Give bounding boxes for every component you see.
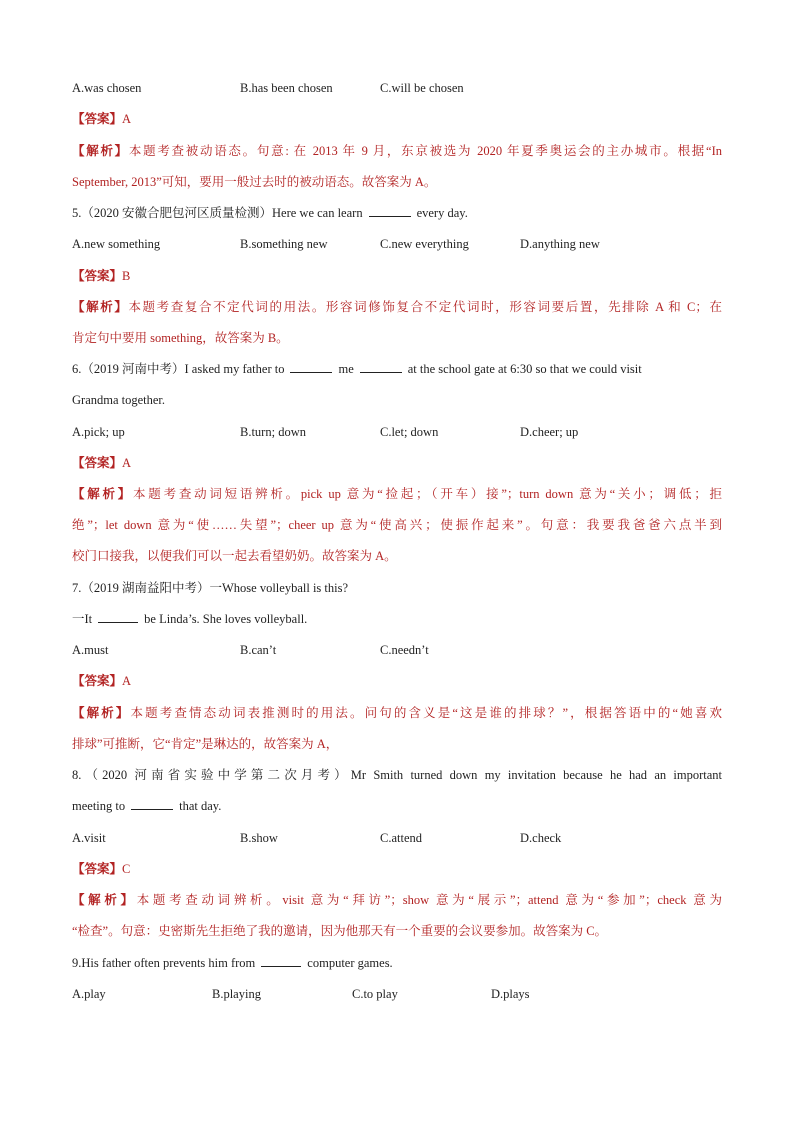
- answer-line: [72, 453, 131, 473]
- answer-value: A: [122, 112, 132, 126]
- question-8: [72, 765, 722, 785]
- question-text: at the school gate at 6:30 so that we could visit: [407, 362, 642, 376]
- answer-value: A: [122, 456, 132, 470]
- option-d: D.anything new: [520, 237, 600, 251]
- analysis-line: [72, 734, 338, 754]
- option-b: B.has been chosen: [240, 81, 333, 95]
- question-text: 6.（2019 河南中考）I asked my father to: [72, 362, 285, 376]
- analysis-text: 本题考查动词辨析。visit 意为“拜访”；show 意为“展示”；attend 意为“参加”；check 意为: [136, 893, 722, 907]
- option-a: A.was chosen: [72, 81, 142, 95]
- option-c: C.attend: [380, 831, 423, 845]
- answer-value: A: [122, 674, 132, 688]
- analysis-tag: 【解析】: [72, 892, 137, 907]
- answer-blank: [261, 954, 301, 967]
- analysis-line: [72, 172, 436, 192]
- question-text: computer games.: [307, 956, 393, 970]
- question-text: 5.（2020 安徽合肥包河区质量检测）Here we can learn: [72, 206, 363, 220]
- answer-blank: [369, 204, 411, 217]
- option-a: A.pick; up: [72, 425, 125, 439]
- analysis-text: 肯定句中要用 something，故答案为 B。: [72, 331, 289, 345]
- question-text: 7.（2019 湖南益阳中考）一Whose volleyball is this?: [72, 581, 349, 595]
- question-text: meeting to: [72, 799, 126, 813]
- question-5: [72, 203, 468, 223]
- option-c: C.needn’t: [380, 643, 429, 657]
- question-text: that day.: [179, 799, 222, 813]
- option-b: B.turn; down: [240, 425, 306, 439]
- analysis-line: [72, 703, 722, 723]
- analysis-tag: 【解析】: [72, 299, 129, 314]
- answer-blank: [290, 360, 332, 373]
- answer-line: [72, 109, 131, 129]
- analysis-tag: 【解析】: [72, 486, 134, 501]
- question-text: 9.His father often prevents him from: [72, 956, 256, 970]
- answer-line: [72, 859, 130, 879]
- analysis-line: [72, 890, 722, 910]
- option-b: B.playing: [212, 987, 261, 1001]
- answer-blank: [131, 797, 173, 810]
- question-9: [72, 953, 393, 973]
- analysis-text: 本题考查动词短语辨析。pick up 意为“捡起；（开车）接”；turn down 意为“关小；调低；拒: [133, 487, 722, 501]
- option-b: B.show: [240, 831, 278, 845]
- question-text: me: [338, 362, 354, 376]
- answer-tag: 【答案】: [72, 673, 123, 688]
- analysis-line: [72, 515, 722, 535]
- answer-line: [72, 671, 131, 691]
- answer-blank: [98, 610, 138, 623]
- option-c: C.new everything: [380, 237, 469, 251]
- analysis-text: September, 2013”可知，要用一般过去时的被动语态。故答案为 A。: [72, 175, 437, 189]
- option-a: A.must: [72, 643, 109, 657]
- analysis-text: “检查”。句意：史密斯先生拒绝了我的邀请，因为他那天有一个重要的会议要参加。故答案为 C。: [72, 924, 608, 938]
- option-c: C.to play: [352, 987, 398, 1001]
- analysis-text: 绝”；let down 意为“使……失望”；cheer up 意为“使高兴；使振作起来”。句意：我要我爸爸六点半到: [72, 518, 722, 532]
- question-7-cont: [72, 609, 307, 629]
- question-text: 8.（2020 河南省实验中学第二次月考）Mr Smith turned down my invitation because he had an important: [72, 768, 722, 782]
- answer-tag: 【答案】: [72, 455, 123, 470]
- option-b: B.something new: [240, 237, 328, 251]
- question-6-cont: [72, 390, 165, 410]
- analysis-text: 校门口接我，以便我们可以一起去看望奶奶。故答案为 A。: [72, 549, 397, 563]
- option-d: D.plays: [491, 987, 530, 1001]
- option-a: A.play: [72, 987, 106, 1001]
- question-6: [72, 359, 642, 379]
- option-c: C.let; down: [380, 425, 439, 439]
- option-d: D.cheer; up: [520, 425, 579, 439]
- question-text: every day.: [416, 206, 468, 220]
- question-7: [72, 578, 348, 598]
- analysis-line: [72, 546, 397, 566]
- answer-tag: 【答案】: [72, 111, 123, 126]
- analysis-text: 本题考查情态动词表推测时的用法。问句的含义是“这是谁的排球？”，根据答语中的“她喜欢: [130, 706, 722, 720]
- analysis-text: 排球”可推断，它“肯定”是琳达的，故答案为 A，: [72, 737, 339, 751]
- option-b: B.can’t: [240, 643, 277, 657]
- question-text: be Linda’s. She loves volleyball.: [144, 612, 308, 626]
- answer-value: C: [122, 862, 131, 876]
- answer-blank: [360, 360, 402, 373]
- option-d: D.check: [520, 831, 562, 845]
- analysis-line: [72, 141, 722, 161]
- option-a: A.new something: [72, 237, 161, 251]
- option-a: A.visit: [72, 831, 106, 845]
- analysis-line: [72, 328, 289, 348]
- analysis-line: [72, 921, 607, 941]
- answer-tag: 【答案】: [72, 861, 123, 876]
- question-text: Grandma together.: [72, 393, 166, 407]
- analysis-text: 本题考查被动语态。句意: 在 2013 年 9 月，东京被选为 2020 年夏季奥运会的主办城市。根据“In: [128, 144, 722, 158]
- answer-value: B: [122, 269, 131, 283]
- answer-line: [72, 266, 130, 286]
- analysis-line: [72, 297, 722, 317]
- option-c: C.will be chosen: [380, 81, 464, 95]
- question-text: 一It: [72, 612, 93, 626]
- analysis-text: 本题考查复合不定代词的用法。形容词修饰复合不定代词时，形容词要后置，先排除 A 和 C；在: [128, 300, 722, 314]
- question-8-cont: [72, 796, 221, 816]
- answer-tag: 【答案】: [72, 268, 123, 283]
- analysis-line: [72, 484, 722, 504]
- analysis-tag: 【解析】: [72, 705, 131, 720]
- analysis-tag: 【解析】: [72, 143, 129, 158]
